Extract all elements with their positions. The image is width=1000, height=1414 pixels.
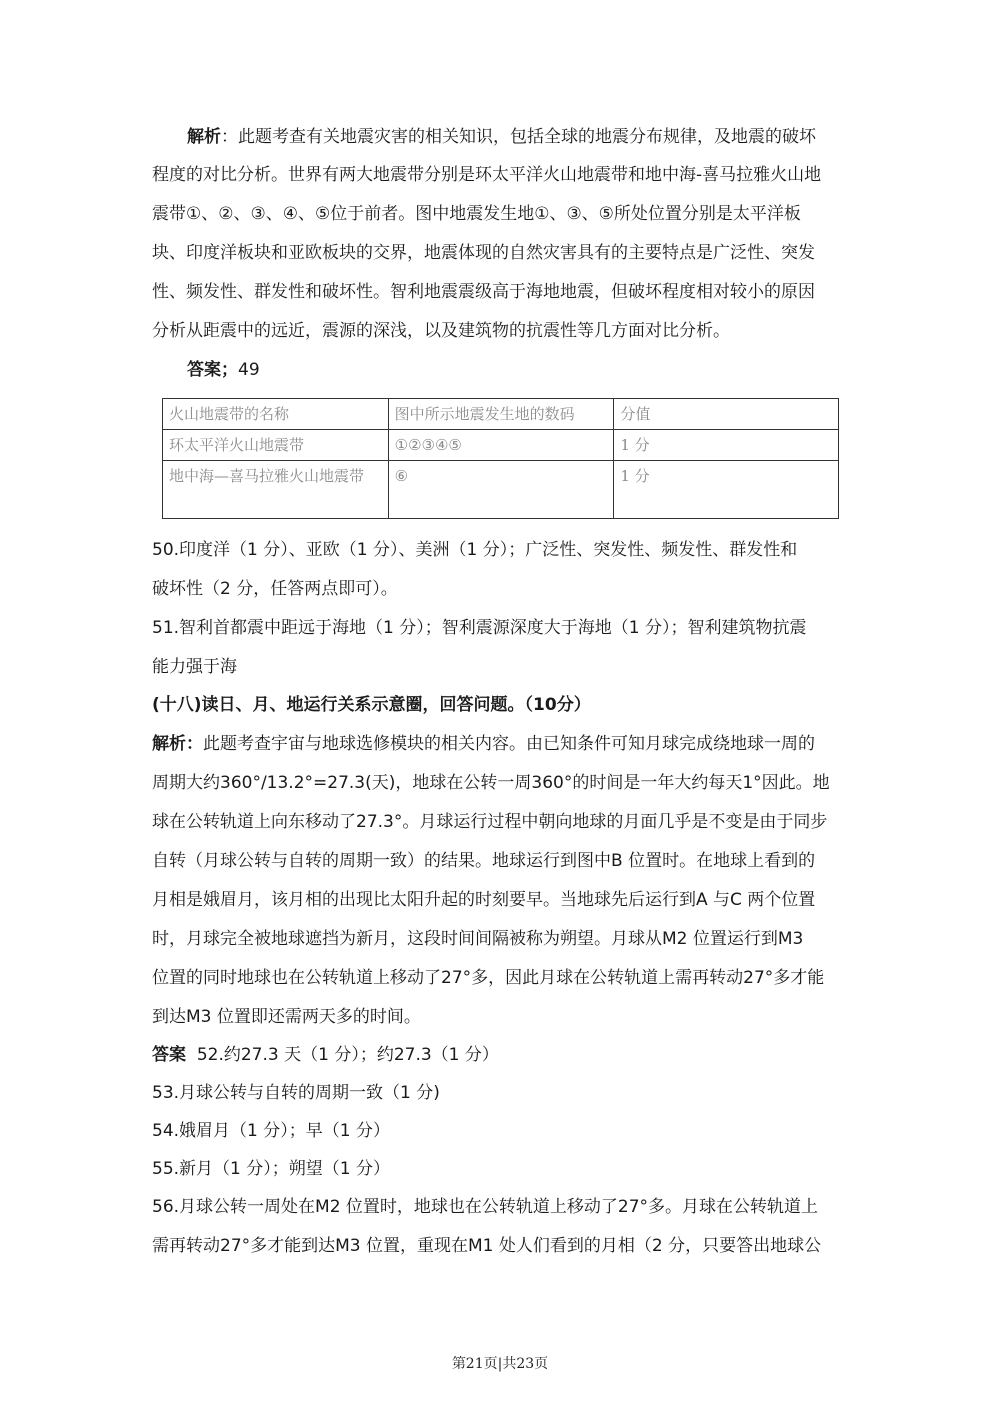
analysis1-line-4: 块、印度洋板块和亚欧板块的交界，地震体现的自然灾害具有的主要特点是广泛性、突发 <box>152 243 815 263</box>
page-number-footer: 第21页|共23页 <box>451 1356 549 1372</box>
table-header-row <box>163 399 839 430</box>
answer50-line-2: 破坏性（2 分，任答两点即可）。 <box>152 579 398 599</box>
answer52-line: 答案 52.约27.3 天（1 分）；约27.3（1 分） <box>152 1045 499 1065</box>
analysis2-label: 解析： <box>152 734 203 754</box>
table-cell: ⑥ <box>388 461 614 519</box>
answer56-line-1: 56.月球公转一周处在M2 位置时，地球也在公转轨道上移动了27°多。月球在公转轨道上 <box>152 1197 819 1217</box>
table-header-cell: 分值 <box>614 399 839 430</box>
answer50-line-1: 50.印度洋（1 分）、亚欧（1 分）、美洲（1 分）；广泛性、突发性、频发性、群发性和 <box>152 540 798 560</box>
table-row <box>163 461 839 519</box>
analysis2-line-6: 时，月球完全被地球遮挡为新月，这段时间间隔被称为朔望。月球从M2 位置运行到M3 <box>152 929 804 949</box>
analysis1-line-6: 分析从距震中的远近，震源的深浅，以及建筑物的抗震性等几方面对比分析。 <box>152 321 730 341</box>
answer52-label: 答案 <box>152 1045 186 1065</box>
earthquake-belt-table <box>162 398 839 519</box>
analysis2-line-8: 到达M3 位置即还需两天多的时间。 <box>152 1007 421 1027</box>
analysis1-line-1: 解析：此题考查有关地震灾害的相关知识，包括全球的地震分布规律，及地震的破坏 <box>187 127 816 147</box>
analysis2-line-5: 月相是娥眉月，该月相的出现比太阳升起的时刻要早。当地球先后运行到A 与C 两个位置 <box>152 890 816 910</box>
answer51-line-2: 能力强于海 <box>152 657 237 677</box>
table-row <box>163 430 839 461</box>
analysis2-line-4: 自转（月球公转与自转的周期一致）的结果。地球运行到图中B 位置时。在地球上看到的 <box>152 851 816 871</box>
answer54-line: 54.娥眉月（1 分）；早（1 分） <box>152 1121 390 1141</box>
answer49-line: 答案；49 <box>187 360 260 380</box>
analysis2-line-3: 球在公转轨道上向东移动了27.3°。月球运行过程中朝向地球的月面几乎是不变是由于同步 <box>152 812 828 832</box>
answer49-label: 答案； <box>187 360 238 380</box>
analysis2-line-1: 解析：此题考查宇宙与地球选修模块的相关内容。由已知条件可知月球完成绕地球一周的 <box>152 734 815 754</box>
answer51-line-1: 51.智利首都震中距远于海地（1 分）；智利震源深度大于海地（1 分）；智利建筑物抗震 <box>152 618 807 638</box>
answer53-line: 53.月球公转与自转的周期一致（1 分) <box>152 1083 440 1103</box>
table-cell: ①②③④⑤ <box>388 430 614 461</box>
analysis1-line-2: 程度的对比分析。世界有两大地震带分别是环太平洋火山地震带和地中海-喜马拉雅火山地 <box>152 165 822 185</box>
table-cell: 环太平洋火山地震带 <box>163 430 389 461</box>
table-header-cell: 图中所示地震发生地的数码 <box>388 399 614 430</box>
table-cell: 1 分 <box>614 430 839 461</box>
section18-title: (十八)读日、月、地运行关系示意圈，回答问题。（10分） <box>152 695 591 715</box>
answer56-line-2: 需再转动27°多才能到达M3 位置，重现在M1 处人们看到的月相（2 分，只要答出地球公 <box>152 1236 822 1256</box>
analysis1-line-5: 性、频发性、群发性和破坏性。智利地震震级高于海地地震，但破坏程度相对较小的原因 <box>152 282 815 302</box>
analysis1-label: 解析 <box>187 127 221 147</box>
table-header-cell: 火山地震带的名称 <box>163 399 389 430</box>
table-cell: 地中海—喜马拉雅火山地震带 <box>163 461 389 519</box>
answer55-line: 55.新月（1 分）；朔望（1 分） <box>152 1159 390 1179</box>
analysis2-line-7: 位置的同时地球也在公转轨道上移动了27°多，因此月球在公转轨道上需再转动27°多才能 <box>152 968 825 988</box>
table-cell: 1 分 <box>614 461 839 519</box>
analysis2-line-2: 周期大约360°/13.2°=27.3(天)，地球在公转一周360°的时间是一年大约每天1°因此。地 <box>152 773 830 793</box>
analysis1-line-3: 震带①、②、③、④、⑤位于前者。图中地震发生地①、③、⑤所处位置分别是太平洋板 <box>152 204 801 224</box>
